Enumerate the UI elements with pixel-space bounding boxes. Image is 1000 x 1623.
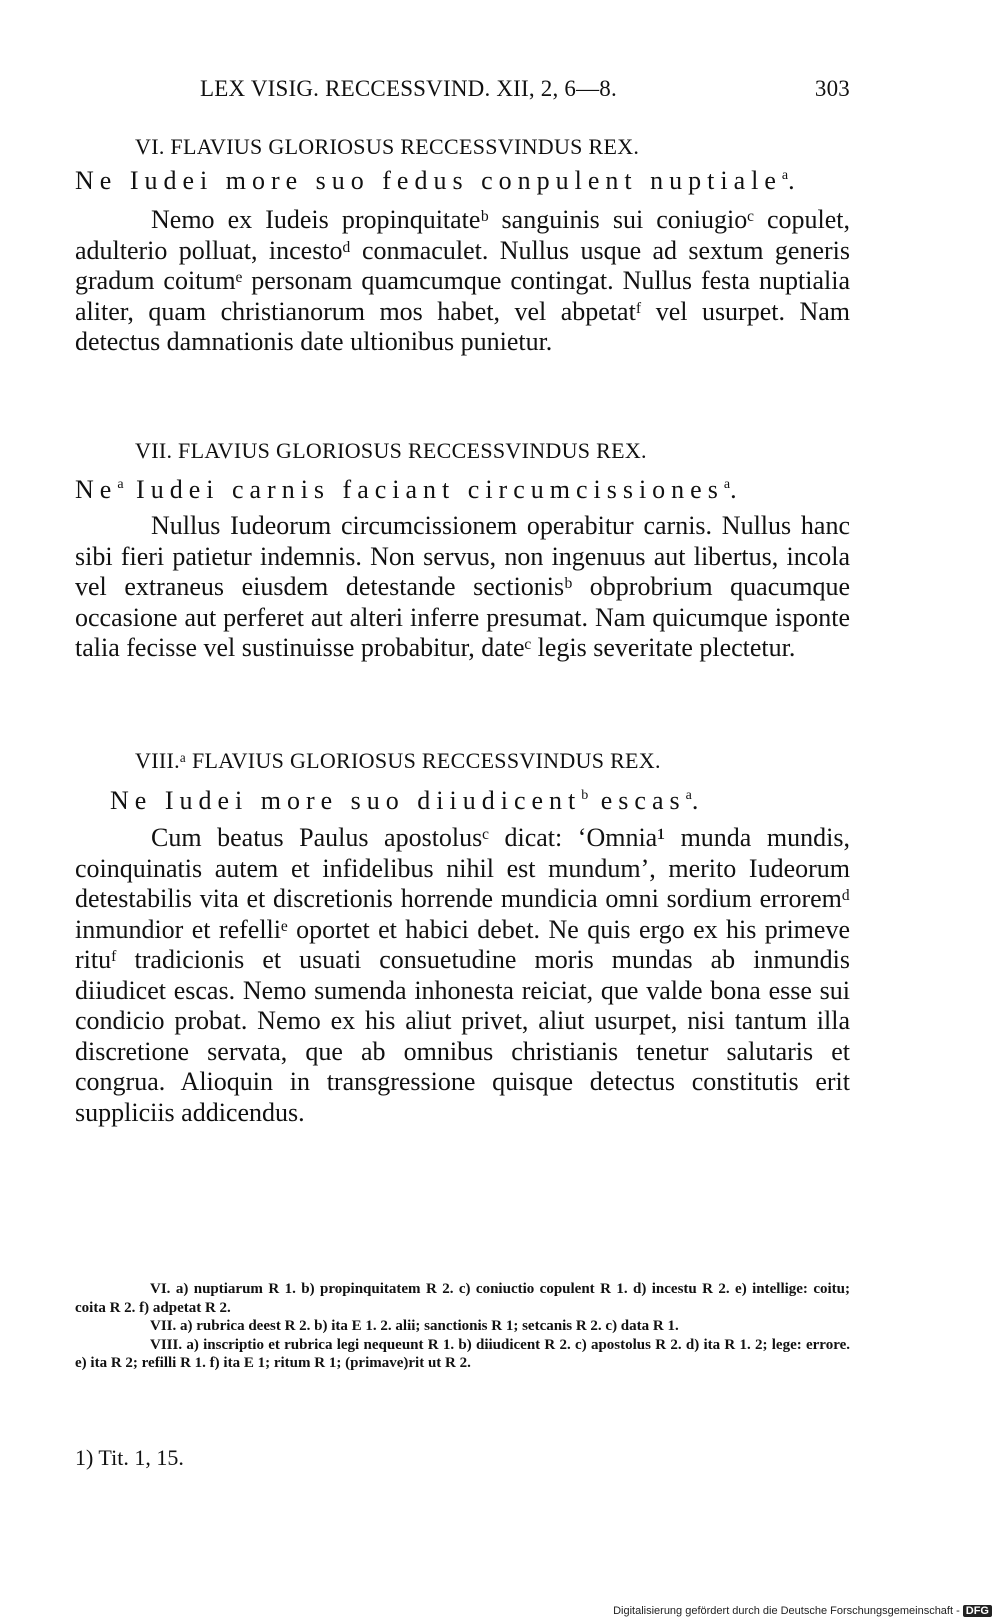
law-paragraph: Nemo ex Iudeis propinquitateᵇ sanguinis sui coniugioᶜ copulet, adulterio polluat, incestoᵈ conmaculet. Nullus usque ad sextum generis gradum coitumᵉ personam quamcumque contingat. Nullus festa nuptialia aliter, quam christianorum mos habet, vel abpetatᶠ vel usurpet. Nam detectus damnationis date ultionibus punietur. (75, 205, 850, 356)
rubric-sup: a (781, 168, 789, 183)
critical-apparatus (75, 1280, 850, 1373)
rubric-sup: a (723, 477, 731, 492)
rubric-viii (110, 786, 885, 816)
rubric-end: . (788, 166, 801, 195)
rubric-text: escas (588, 786, 686, 815)
rubric-text: Ne (75, 475, 118, 504)
rubric-end: . (691, 786, 705, 815)
page-number: 303 (814, 76, 850, 101)
law-heading-vii: VII. FLAVIUS GLORIOSUS RECCESSVINDUS REX. (135, 438, 647, 463)
footnote: 1) Tit. 1, 15. (75, 1445, 184, 1470)
apparatus-note: VI. a) nuptiarum R 1. b) propinquitatem R 2. c) coniuctio copulent R 1. d) incestu R 2. e) intellige: coitu; coita R 2. f) adpetat R 2. (75, 1281, 850, 1316)
rubric-vi (75, 166, 850, 196)
rubric-text: Iudei carnis faciant circumcissiones (123, 475, 724, 504)
credit-text: Digitalisierung gefördert durch die Deutsche Forschungsgemeinschaft - (613, 1605, 960, 1617)
rubric-sup: b (581, 788, 589, 803)
running-head-title: LEX VISIG. RECCESSVIND. XII, 2, 6—8. (200, 76, 617, 101)
law-text-vi (75, 205, 850, 358)
apparatus-note: VII. a) rubrica deest R 2. b) ita E 1. 2. alii; sanctionis R 1; setcanis R 2. c) data R 1. (150, 1318, 679, 1334)
law-heading-vi: VI. FLAVIUS GLORIOSUS RECCESSVINDUS REX. (135, 134, 640, 159)
law-text-viii (75, 823, 850, 1128)
apparatus-note: VIII. a) inscriptio et rubrica legi nequeunt R 1. b) diiudicent R 2. c) apostolus R 2. d) ita R 1. 2; lege: errore. e) ita R 2; refilli R 1. f) ita E 1; ritum R 1; (primave)rit ut R 2. (75, 1336, 850, 1371)
rubric-vii (75, 475, 850, 505)
dfg-logo: DFG (963, 1605, 992, 1617)
law-paragraph: Nullus Iudeorum circumcissionem operabitur carnis. Nullus hanc sibi fieri patietur indemnis. Non servus, non ingenuus aut libertus, incola vel extraneus eiusdem detestande sectionisᵇ obprobrium quacumque occasione aut perferet aut alteri inferre presumat. Nam quicumque isponte talia fecisse vel sustinuisse probabitur, dateᶜ legis severitate plectetur. (75, 511, 850, 662)
rubric-end: . (730, 475, 743, 504)
digitization-credit (613, 1605, 992, 1617)
rubric-text: Ne Iudei more suo fedus conpulent nuptiale (75, 166, 782, 195)
rubric-sup: a (685, 788, 692, 803)
law-heading-viii: VIII.ᵃ FLAVIUS GLORIOSUS RECCESSVINDUS REX. (135, 748, 661, 773)
rubric-sup: a (117, 477, 124, 492)
law-paragraph: Cum beatus Paulus apostolusᶜ dicat: ‘Omnia¹ munda mundis, coinquinatis autem et infidelibus nihil est mundum’, merito Iudeorum detestabilis vita et discretionis horrende mundicia omni sordium erroremᵈ inmundior et refelliᵉ oportet et habici debet. Ne quis ergo ex his primeve rituᶠ tradicionis et usuati consuetudine moris mundas ab inmundis diiudicet escas. Nemo sumenda inhonesta reiciat, que valde bona esse sui condicio probat. Nemo ex his aliut privet, aliut usurpet, nisi tantum illa discretione servata, que ab omnibus christianis tenetur salutaris et congrua. Alioquin in transgressione quisque detectus constitutis erit suppliciis addicendus. (75, 823, 850, 1127)
rubric-text: Ne Iudei more suo diiudicent (110, 786, 582, 815)
law-text-vii (75, 511, 850, 664)
